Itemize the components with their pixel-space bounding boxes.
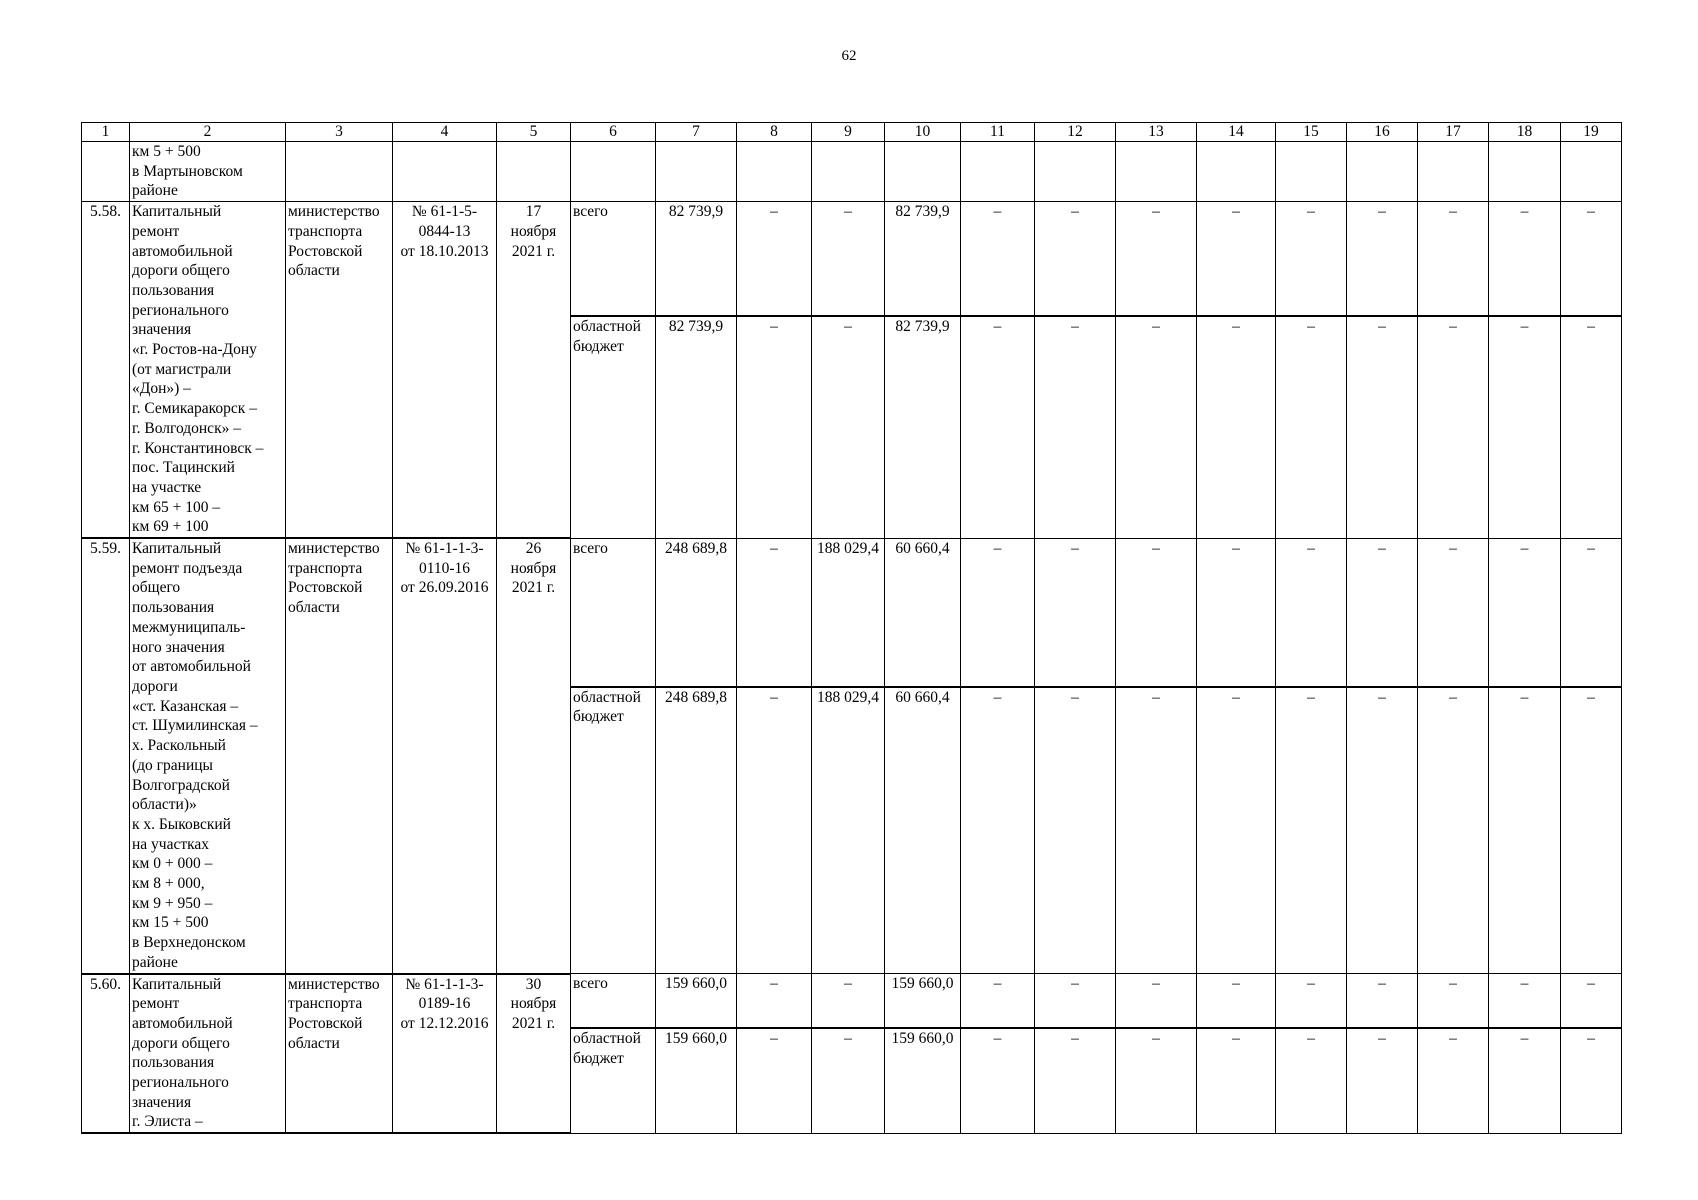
name-line: пользования xyxy=(132,281,215,299)
value-cell: 60 660,4 xyxy=(885,538,961,687)
value-cell: – xyxy=(1347,202,1418,317)
page-number: 62 xyxy=(841,48,857,64)
value-cell: – xyxy=(1276,202,1347,317)
name-line: (до границы xyxy=(132,756,213,774)
name-line: значения xyxy=(132,321,192,339)
value-cell: – xyxy=(1116,316,1197,538)
source-line: бюджет xyxy=(573,708,624,726)
value-cell: – xyxy=(1347,687,1418,974)
value-cell: – xyxy=(1347,316,1418,538)
value-cell: – xyxy=(1489,1028,1561,1133)
column-number-row xyxy=(82,123,1622,142)
empty-cell xyxy=(1347,142,1418,202)
value-cell: – xyxy=(1116,538,1197,687)
funding-source-cell xyxy=(571,687,656,974)
column-number-cell: 7 xyxy=(656,123,737,142)
value-cell: – xyxy=(1418,974,1489,1028)
name-line: на участке xyxy=(132,478,202,496)
name-line: районе xyxy=(132,182,178,200)
name-line: на участках xyxy=(132,835,210,853)
row-number-cell: 5.59. xyxy=(82,538,130,973)
value-cell: – xyxy=(1197,974,1276,1028)
value-cell: – xyxy=(961,687,1035,974)
date-cell xyxy=(497,202,571,538)
value-cell: – xyxy=(737,538,812,687)
document-line: № 61-1-5- xyxy=(411,203,478,221)
name-line: км 65 + 100 – xyxy=(132,498,221,516)
column-number-cell: 19 xyxy=(1561,123,1622,142)
empty-cell xyxy=(1418,142,1489,202)
customer-cell xyxy=(286,538,393,973)
column-number-cell: 6 xyxy=(571,123,656,142)
empty-cell xyxy=(656,142,737,202)
value-cell: 82 739,9 xyxy=(885,202,961,317)
table-row xyxy=(82,202,1622,317)
value-cell: 82 739,9 xyxy=(656,202,737,317)
date-line: 17 xyxy=(525,203,542,221)
value-cell: – xyxy=(812,974,885,1028)
continuation-row xyxy=(82,142,1622,202)
value-cell: – xyxy=(1347,974,1418,1028)
value-cell: – xyxy=(1197,202,1276,317)
value-cell: – xyxy=(1116,202,1197,317)
column-number-cell: 14 xyxy=(1197,123,1276,142)
empty-cell xyxy=(885,142,961,202)
customer-line: транспорта xyxy=(288,559,363,577)
customer-line: области xyxy=(288,599,340,617)
name-line: автомобильной xyxy=(132,1014,233,1032)
value-cell: – xyxy=(1561,316,1622,538)
name-line: дороги xyxy=(132,677,178,695)
value-cell: – xyxy=(1197,316,1276,538)
value-cell: 159 660,0 xyxy=(656,974,737,1028)
document-line: № 61-1-1-3- xyxy=(405,975,484,993)
name-line: км 15 + 500 xyxy=(132,914,209,932)
value-cell: – xyxy=(1035,538,1116,687)
date-cell xyxy=(497,538,571,973)
value-cell: – xyxy=(737,316,812,538)
empty-cell xyxy=(393,142,497,202)
value-cell: 159 660,0 xyxy=(885,974,961,1028)
value-cell: – xyxy=(1489,202,1561,317)
value-cell: – xyxy=(1276,687,1347,974)
funding-source-cell xyxy=(571,316,656,538)
value-cell: – xyxy=(1347,538,1418,687)
customer-cell xyxy=(286,974,393,1134)
date-line: ноября xyxy=(510,995,557,1013)
empty-cell xyxy=(286,142,393,202)
value-cell: – xyxy=(1035,1028,1116,1133)
column-number-cell: 12 xyxy=(1035,123,1116,142)
column-number-cell: 10 xyxy=(885,123,961,142)
value-cell: – xyxy=(961,538,1035,687)
name-line: ст. Шумилинская – xyxy=(132,717,258,735)
value-cell: – xyxy=(812,316,885,538)
name-line: км 69 + 100 xyxy=(132,518,209,536)
name-line: км 8 + 000, xyxy=(132,875,205,893)
value-cell: 159 660,0 xyxy=(656,1028,737,1133)
name-line: г. Семикаракорск – xyxy=(132,400,257,418)
value-cell: 60 660,4 xyxy=(885,687,961,974)
column-number-cell: 9 xyxy=(812,123,885,142)
name-line: г. Константиновск – xyxy=(132,439,264,457)
name-line: х. Раскольный xyxy=(132,737,226,755)
document-line: 0110-16 xyxy=(418,559,471,577)
column-number-cell: 1 xyxy=(82,123,130,142)
value-cell: – xyxy=(737,1028,812,1133)
empty-cell xyxy=(812,142,885,202)
customer-line: министерство xyxy=(288,540,380,558)
value-cell: – xyxy=(812,1028,885,1133)
document-line: от 12.12.2016 xyxy=(400,1014,489,1032)
value-cell: – xyxy=(1418,316,1489,538)
value-cell: – xyxy=(737,687,812,974)
value-cell: – xyxy=(1489,538,1561,687)
name-line: дороги общего xyxy=(132,1034,230,1052)
date-line: 30 xyxy=(525,975,542,993)
value-cell: – xyxy=(812,202,885,317)
name-line: Капитальный xyxy=(132,540,222,558)
date-line: 2021 г. xyxy=(511,1014,556,1032)
value-cell: – xyxy=(1035,202,1116,317)
name-line: Волгоградской xyxy=(132,776,230,794)
source-line: областной xyxy=(573,688,641,706)
funding-source-cell xyxy=(571,974,656,1028)
name-line: Капитальный xyxy=(132,975,222,993)
column-number-cell: 5 xyxy=(497,123,571,142)
source-line: областной xyxy=(573,1030,641,1048)
date-line: 26 xyxy=(525,540,542,558)
value-cell: – xyxy=(1418,538,1489,687)
source-line: бюджет xyxy=(573,338,624,356)
source-line: всего xyxy=(573,539,608,557)
column-number-cell: 2 xyxy=(130,123,286,142)
name-line: дороги общего xyxy=(132,262,230,280)
date-line: 2021 г. xyxy=(511,579,556,597)
customer-line: Ростовской xyxy=(288,579,363,597)
name-line: пользования xyxy=(132,1054,215,1072)
customer-line: области xyxy=(288,1034,340,1052)
source-line: всего xyxy=(573,975,608,993)
value-cell: – xyxy=(1276,538,1347,687)
value-cell: 159 660,0 xyxy=(885,1028,961,1133)
object-name-cell xyxy=(130,538,286,973)
name-line: значения xyxy=(132,1093,192,1111)
source-line: областной xyxy=(573,318,641,336)
name-line: в Мартыновском xyxy=(132,162,243,180)
name-line: области)» xyxy=(132,796,197,814)
date-line: 2021 г. xyxy=(511,242,556,260)
document-line: от 18.10.2013 xyxy=(400,242,489,260)
funding-source-cell xyxy=(571,1028,656,1133)
name-line: «Дон») – xyxy=(132,380,191,398)
name-line: пользования xyxy=(132,599,215,617)
name-line: «ст. Казанская – xyxy=(132,697,239,715)
document-cell xyxy=(393,202,497,538)
value-cell: – xyxy=(1561,1028,1622,1133)
name-line: в Верхнедонском xyxy=(132,934,246,952)
value-cell: 248 689,8 xyxy=(656,538,737,687)
name-line: км 0 + 000 – xyxy=(132,855,213,873)
value-cell: – xyxy=(1418,1028,1489,1133)
value-cell: – xyxy=(1035,974,1116,1028)
name-line: пос. Тацинский xyxy=(132,459,235,477)
value-cell: – xyxy=(961,1028,1035,1133)
name-line: ного значения xyxy=(132,638,225,656)
funding-source-cell xyxy=(571,202,656,317)
value-cell: 82 739,9 xyxy=(885,316,961,538)
value-cell: – xyxy=(1197,1028,1276,1133)
name-line: ремонт xyxy=(132,222,180,240)
document-line: 0189-16 xyxy=(418,995,471,1013)
value-cell: – xyxy=(1561,202,1622,317)
name-line: «г. Ростов-на-Дону xyxy=(132,341,257,359)
empty-cell xyxy=(961,142,1035,202)
name-line: ремонт xyxy=(132,995,180,1013)
empty-cell xyxy=(1276,142,1347,202)
column-number-cell: 8 xyxy=(737,123,812,142)
value-cell: – xyxy=(1035,687,1116,974)
value-cell: 82 739,9 xyxy=(656,316,737,538)
empty-cell xyxy=(571,142,656,202)
empty-cell xyxy=(1197,142,1276,202)
row-number-cell: 5.58. xyxy=(82,202,130,538)
name-line: км 9 + 950 – xyxy=(132,894,213,912)
document-cell xyxy=(393,974,497,1134)
value-cell: – xyxy=(1276,974,1347,1028)
name-line: регионального xyxy=(132,301,229,319)
object-name-cell xyxy=(130,974,286,1134)
value-cell: – xyxy=(1197,538,1276,687)
column-number-cell: 17 xyxy=(1418,123,1489,142)
name-line: общего xyxy=(132,579,181,597)
value-cell: – xyxy=(737,974,812,1028)
object-name-cell xyxy=(130,202,286,538)
row-number-cell: 5.60. xyxy=(82,974,130,1134)
date-line: ноября xyxy=(510,559,557,577)
value-cell: – xyxy=(961,202,1035,317)
name-line: (от магистрали xyxy=(132,360,232,378)
column-number-cell: 13 xyxy=(1116,123,1197,142)
table-row xyxy=(82,974,1622,1028)
customer-cell xyxy=(286,202,393,538)
customer-line: транспорта xyxy=(288,222,363,240)
date-cell xyxy=(497,974,571,1134)
column-number-cell: 18 xyxy=(1489,123,1561,142)
customer-line: области xyxy=(288,262,340,280)
value-cell: – xyxy=(1197,687,1276,974)
customer-line: Ростовской xyxy=(288,1014,363,1032)
name-line: ремонт подъезда xyxy=(132,559,243,577)
name-line: регионального xyxy=(132,1074,229,1092)
document-line: 0844-13 xyxy=(418,222,471,240)
document-line: № 61-1-1-3- xyxy=(405,540,484,558)
customer-line: транспорта xyxy=(288,995,363,1013)
value-cell: – xyxy=(1276,316,1347,538)
name-line: Капитальный xyxy=(132,203,222,221)
empty-cell xyxy=(1116,142,1197,202)
source-line: бюджет xyxy=(573,1049,624,1067)
value-cell: – xyxy=(737,202,812,317)
table-row xyxy=(82,538,1622,687)
date-line: ноября xyxy=(510,222,557,240)
empty-cell xyxy=(1035,142,1116,202)
value-cell: – xyxy=(1489,316,1561,538)
customer-line: Ростовской xyxy=(288,242,363,260)
name-line: автомобильной xyxy=(132,242,233,260)
name-line: к х. Быковский xyxy=(132,815,231,833)
value-cell: – xyxy=(961,974,1035,1028)
value-cell: – xyxy=(1489,687,1561,974)
customer-line: министерство xyxy=(288,975,380,993)
value-cell: – xyxy=(1116,1028,1197,1133)
value-cell: – xyxy=(961,316,1035,538)
empty-cell xyxy=(1561,142,1622,202)
column-number-cell: 11 xyxy=(961,123,1035,142)
value-cell: – xyxy=(1116,687,1197,974)
table-body xyxy=(82,123,1622,1134)
empty-cell xyxy=(1489,142,1561,202)
name-line: г. Элиста – xyxy=(132,1113,203,1131)
value-cell: – xyxy=(1489,974,1561,1028)
continuation-name-cell xyxy=(130,142,286,202)
value-cell: 188 029,4 xyxy=(812,687,885,974)
program-table xyxy=(81,122,1622,1134)
name-line: межмуниципаль- xyxy=(132,618,246,636)
value-cell: – xyxy=(1561,974,1622,1028)
funding-source-cell xyxy=(571,538,656,687)
document-cell xyxy=(393,538,497,973)
source-line: всего xyxy=(573,203,608,221)
column-number-cell: 4 xyxy=(393,123,497,142)
value-cell: 248 689,8 xyxy=(656,687,737,974)
column-number-cell: 16 xyxy=(1347,123,1418,142)
name-line: г. Волгодонск» – xyxy=(132,419,241,437)
name-line: районе xyxy=(132,953,178,971)
value-cell: – xyxy=(1276,1028,1347,1133)
empty-cell xyxy=(497,142,571,202)
value-cell: – xyxy=(1418,202,1489,317)
value-cell: 188 029,4 xyxy=(812,538,885,687)
value-cell: – xyxy=(1418,687,1489,974)
value-cell: – xyxy=(1035,316,1116,538)
value-cell: – xyxy=(1347,1028,1418,1133)
column-number-cell: 15 xyxy=(1276,123,1347,142)
column-number-cell: 3 xyxy=(286,123,393,142)
name-line: от автомобильной xyxy=(132,658,251,676)
value-cell: – xyxy=(1561,538,1622,687)
empty-cell xyxy=(737,142,812,202)
customer-line: министерство xyxy=(288,203,380,221)
value-cell: – xyxy=(1561,687,1622,974)
empty-cell xyxy=(82,142,130,202)
value-cell: – xyxy=(1116,974,1197,1028)
name-line: км 5 + 500 xyxy=(132,143,201,160)
document-line: от 26.09.2016 xyxy=(400,579,489,597)
